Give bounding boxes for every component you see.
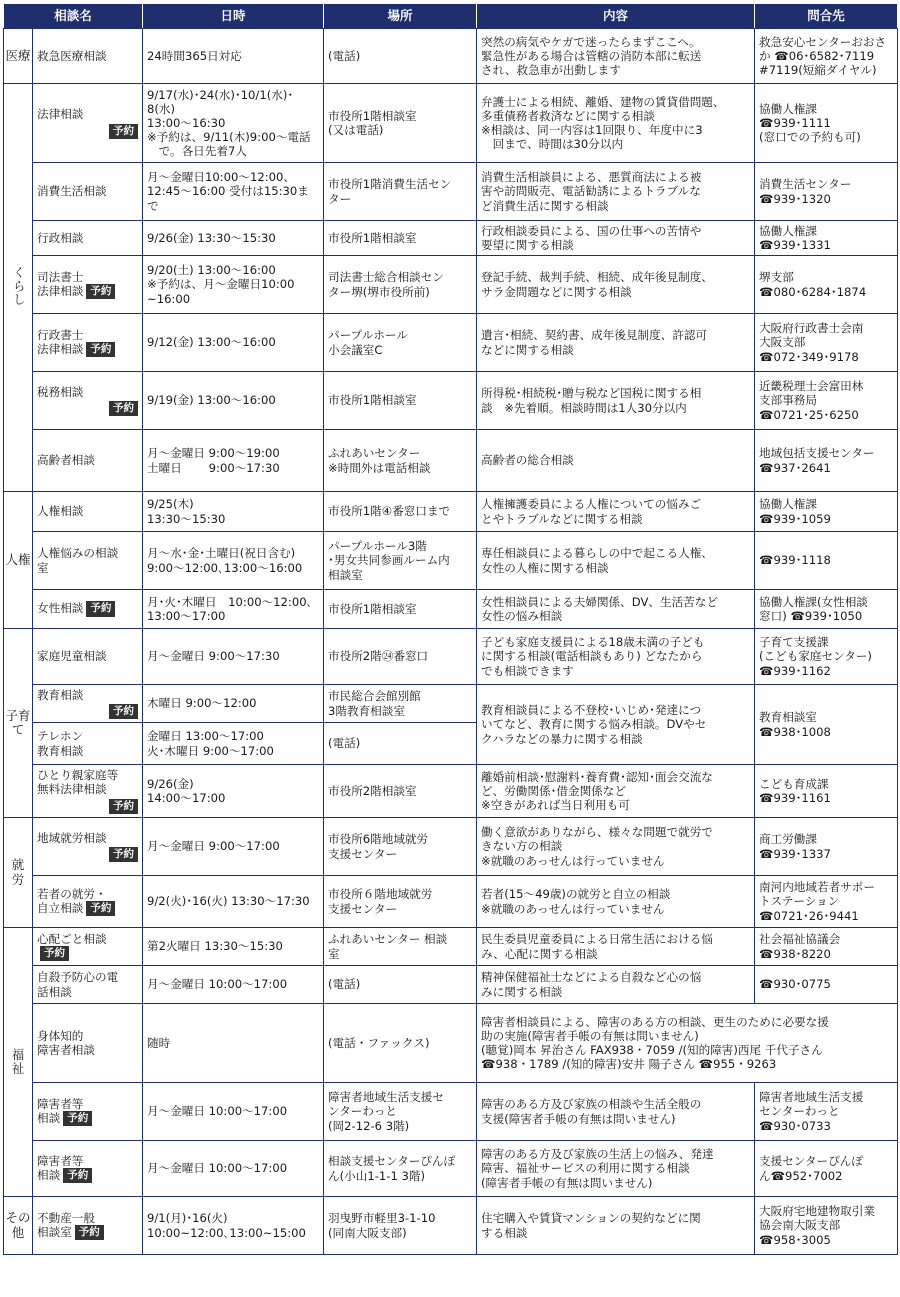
date-cell (143, 221, 324, 256)
reservation-badge: 予約 (86, 342, 115, 357)
place-text: 市役所1階相談室 (328, 393, 417, 408)
date-text: 木曜日 9:00～12:00 (147, 696, 257, 711)
consultation-name (33, 818, 143, 876)
table-row (4, 532, 898, 590)
consultation-name-text: 法律相談 (37, 107, 84, 122)
date-text: 9/17(水)･24(水)･10/1(水)･8(水) 13:00～16:30 ※予約は、9/11(木)9:00～電話 で。各日先着7人 (147, 87, 311, 159)
place-text: 障害者地域生活支援セ ンターわっと (岡2-12-6 3階) (328, 1090, 444, 1133)
table-row (4, 492, 898, 532)
content-text: 所得税･相続税･贈与税など国税に関する相 談 ※先着順。相談時間は1人30分以内 (481, 386, 702, 415)
reservation-badge: 予約 (75, 1225, 104, 1240)
table-row (4, 876, 898, 928)
content-cell (477, 765, 755, 818)
content-text: 高齢者の総合相談 (481, 453, 574, 468)
contact-cell (755, 590, 898, 629)
reservation-badge: 予約 (109, 704, 138, 719)
consultation-name-text: 行政書士 法律相談 (37, 327, 84, 357)
place-cell (324, 430, 477, 492)
category-cell (4, 928, 33, 1197)
place-text: 羽曳野市軽里3-1-10 (同南大阪支部) (328, 1211, 436, 1240)
table-row (4, 84, 898, 163)
place-text: ふれあいセンター ※時間外は電話相談 (328, 446, 431, 475)
contact-text: ☎939･1118 (759, 553, 831, 568)
date-cell (143, 1004, 324, 1083)
date-cell (143, 1141, 324, 1197)
reservation-badge-wrap (37, 846, 138, 862)
contact-text: 子育て支援課 (こども家庭センター) ☎939･1162 (759, 635, 872, 678)
date-cell (143, 629, 324, 685)
date-cell (143, 928, 324, 966)
contact-cell (755, 966, 898, 1004)
table-row (4, 928, 898, 966)
date-cell (143, 723, 324, 765)
consultation-name (33, 966, 143, 1004)
consultation-name (33, 629, 143, 685)
header-row (4, 4, 898, 29)
date-cell (143, 1197, 324, 1255)
contact-text: 教育相談室 ☎938･1008 (759, 710, 831, 739)
content-text: 弁護士による相続、離婚、建物の賃貸借問題、 多重債務者救済などに関する相談 ※相談は、同一内容は1回限り、年度中に3 回まで、時間は30分以内 (481, 94, 725, 152)
place-text: 市役所6階地域就労 支援センター (328, 832, 429, 861)
table-row (4, 1004, 898, 1083)
table-row (4, 372, 898, 430)
category-cell (4, 29, 33, 84)
contact-text: ☎930･0775 (759, 977, 831, 992)
consultation-name-text: 若者の就労・ 自立相談 (37, 886, 107, 916)
content-text: 精神保健福祉士などによる自殺など心の悩 みに関する相談 (481, 970, 702, 999)
place-cell (324, 966, 477, 1004)
table-row (4, 29, 898, 84)
header-content: 内容 (477, 4, 755, 29)
reservation-badge: 予約 (86, 901, 115, 916)
place-text: ふれあいセンター 相談 室 (328, 932, 448, 961)
consultation-name-text: 人権相談 (37, 504, 84, 519)
date-text: 9/1(月)･16(火) 10:00~12:00､13:00~15:00 (147, 1211, 306, 1240)
contact-cell (755, 163, 898, 221)
consultation-name (33, 372, 143, 430)
place-text: パープルホール 小会議室C (328, 328, 408, 357)
contact-text: 近畿税理士会富田林 支部事務局 ☎0721･25･6250 (759, 379, 864, 422)
category-label: その 他 (5, 1210, 31, 1240)
category-cell (4, 492, 33, 629)
reservation-badge-wrap (37, 400, 138, 416)
table-row (4, 314, 898, 372)
content-cell (477, 1083, 755, 1141)
category-label: くらし (11, 265, 27, 307)
content-text: 子ども家庭支援員による18歳未満の子ども に関する相談(電話相談もあり) どなたから でも相談できます (481, 635, 705, 678)
date-text: 月～金曜日 9:00～19:00 土曜日 9:00～17:30 (147, 446, 280, 475)
content-cell (477, 221, 755, 256)
content-cell (477, 430, 755, 492)
date-cell (143, 765, 324, 818)
place-cell (324, 1141, 477, 1197)
place-cell (324, 492, 477, 532)
table-row (4, 590, 898, 629)
contact-text: 消費生活センター ☎939･1320 (759, 177, 852, 206)
consultation-name (33, 723, 143, 765)
consultation-name (33, 256, 143, 314)
contact-text: 大阪府行政書士会南 大阪支部 ☎072･349･9178 (759, 321, 864, 364)
category-label: 福 祉 (11, 1046, 25, 1076)
header-category: 相談名 (4, 4, 143, 29)
contact-text: 救急安心センターおおさ か ☎06･6582･7119 #7119(短縮ダイヤル) (759, 34, 887, 78)
consultation-name (33, 1004, 143, 1083)
date-text: 月～金曜日 10:00～17:00 (147, 1104, 288, 1119)
place-cell (324, 314, 477, 372)
content-text: 障害のある方及び家族の生活上の悩み、発達 障害、福祉サービスの利用に関する相談 (障害者手帳の有無は問いません) (481, 1147, 714, 1190)
consultation-name-text: 女性相談 (37, 601, 84, 616)
place-cell (324, 685, 477, 723)
date-cell (143, 818, 324, 876)
content-text: 登記手続、裁判手続、相続、成年後見制度、 サラ金問題などに関する相談 (481, 270, 713, 299)
consultation-name-text: 消費生活相談 (37, 184, 107, 199)
header-contact: 問合先 (755, 4, 898, 29)
consultation-name-text: 障害者等 相談 (37, 1153, 84, 1183)
contact-cell (755, 818, 898, 876)
table-row (4, 765, 898, 818)
date-cell (143, 492, 324, 532)
place-text: 市役所６階地域就労 支援センター (328, 887, 433, 916)
category-cell (4, 1197, 33, 1255)
place-text: 市役所1階相談室 (328, 601, 417, 616)
category-label: 医療 (5, 48, 31, 64)
content-cell (477, 818, 755, 876)
table-row (4, 1141, 898, 1197)
contact-cell (755, 372, 898, 430)
consultation-name-text: 心配ごと相談 (37, 931, 107, 946)
place-text: 市役所1階相談室 (又は電話) (328, 108, 417, 137)
contact-text: 大阪府宅地建物取引業 協会南大阪支部 ☎958･3005 (759, 1204, 875, 1247)
content-text: 消費生活相談員による、悪質商法による被 害や訪問販売、電話勧誘によるトラブルな ど消費生活に関する相談 (481, 170, 702, 213)
place-cell (324, 1004, 477, 1083)
date-cell (143, 1083, 324, 1141)
place-cell (324, 163, 477, 221)
consultation-name (33, 1197, 143, 1255)
place-text: 市役所1階相談室 (328, 230, 417, 245)
table-row (4, 430, 898, 492)
content-text: 若者(15～49歳)の就労と自立の相談 ※就職のあっせんは行っていません (481, 887, 671, 916)
reservation-badge: 予約 (109, 124, 138, 139)
date-text: 金曜日 13:00～17:00 火･木曜日 9:00～17:00 (147, 729, 274, 758)
consultation-name (33, 1083, 143, 1141)
date-text: 9/26(金) 13:30～15:30 (147, 230, 276, 245)
contact-text: 地域包括支援センター ☎937･2641 (759, 446, 875, 475)
content-cell (477, 685, 755, 765)
consultation-name-text: 自殺予防心の電 話相談 (37, 970, 119, 999)
reservation-badge: 予約 (109, 401, 138, 416)
content-text: 離婚前相談･慰謝料･養育費･認知･面会交流な ど、労働関係･借金関係など ※空きがあれば当日利用も可 (481, 769, 713, 813)
place-cell (324, 818, 477, 876)
consultation-name (33, 928, 143, 966)
table-row (4, 1197, 898, 1255)
consultation-name-text: テレホン 教育相談 (37, 729, 84, 758)
date-text: 月～金曜日 10:00～17:00 (147, 977, 288, 992)
place-cell (324, 723, 477, 765)
content-cell (477, 372, 755, 430)
date-cell (143, 966, 324, 1004)
contact-text: 堺支部 ☎080･6284･1874 (759, 270, 867, 299)
consultation-name (33, 314, 143, 372)
content-text: 働く意欲がありながら、様々な問題で就労で きない方の相談 ※就職のあっせんは行っていません (481, 825, 713, 868)
category-label: 人権 (5, 552, 31, 568)
consultation-name-text: 身体知的 障害者相談 (37, 1028, 95, 1057)
consultation-name-text: ひとり親家庭等 無料法律相談 (37, 768, 119, 797)
place-text: (電話) (328, 977, 361, 992)
content-cell (477, 590, 755, 629)
contact-cell (755, 1141, 898, 1197)
content-cell (477, 928, 755, 966)
place-cell (324, 765, 477, 818)
consultation-name-text: 税務相談 (37, 384, 84, 399)
consultation-name (33, 221, 143, 256)
contact-cell (755, 430, 898, 492)
date-text: 月～金曜日 10:00～17:00 (147, 1161, 288, 1176)
table-row (4, 966, 898, 1004)
reservation-badge: 予約 (109, 847, 138, 862)
consultation-name-text: 教育相談 (37, 687, 84, 702)
date-cell (143, 256, 324, 314)
reservation-badge: 予約 (63, 1168, 92, 1183)
reservation-badge: 予約 (86, 601, 115, 616)
place-text: パープルホール3階 ･男女共同参画ルーム内 相談室 (328, 539, 450, 582)
consultation-name (33, 685, 143, 723)
category-cell (4, 629, 33, 818)
contact-cell (755, 492, 898, 532)
reservation-badge: 予約 (109, 799, 138, 814)
table-body (4, 29, 898, 1255)
date-cell (143, 84, 324, 163)
place-cell (324, 1083, 477, 1141)
consultation-name-text: 人権悩みの相談 室 (37, 546, 119, 575)
content-cell (477, 1004, 898, 1083)
content-cell (477, 314, 755, 372)
content-cell (477, 876, 755, 928)
date-text: 月～水･金･土曜日(祝日含む) 9:00～12:00､13:00～16:00 (147, 546, 303, 575)
date-text: 随時 (147, 1035, 171, 1050)
date-text: 第2火曜日 13:30～15:30 (147, 939, 283, 954)
content-text: 住宅購入や賃貸マンションの契約などに関 する相談 (481, 1211, 701, 1240)
consultation-name-text: 地域就労相談 (37, 830, 107, 845)
place-text: 相談支援センターぴんぽ ん(小山1-1-1 3階) (328, 1154, 456, 1183)
date-text: 9/25(木) 13:30～15:30 (147, 497, 226, 526)
category-cell (4, 84, 33, 492)
table-row (4, 256, 898, 314)
content-cell (477, 29, 755, 84)
place-cell (324, 221, 477, 256)
date-text: 月～金曜日 9:00～17:00 (147, 839, 280, 854)
content-text: 突然の病気やケガで迷ったらまずここへ。 緊急性がある場合は管轄の消防本部に転送 され、救急車が出動します (481, 34, 702, 78)
date-cell (143, 532, 324, 590)
content-cell (477, 966, 755, 1004)
table-row (4, 685, 898, 723)
content-text: 専任相談員による暮らしの中で起こる人権、 女性の人権に関する相談 (481, 546, 713, 575)
consultation-name (33, 1141, 143, 1197)
content-cell (477, 163, 755, 221)
reservation-badge: 予約 (40, 946, 69, 961)
content-cell (477, 1141, 755, 1197)
table-row (4, 818, 898, 876)
contact-cell (755, 221, 898, 256)
place-cell (324, 532, 477, 590)
contact-cell (755, 1197, 898, 1255)
date-cell (143, 685, 324, 723)
consultation-name (33, 492, 143, 532)
content-text: 教育相談員による不登校･いじめ･発達につ いてなど、教育に関する悩み相談。DVやセ クハラなどの暴力に関する相談 (481, 703, 707, 746)
date-cell (143, 314, 324, 372)
date-text: 9/20(土) 13:00～16:00 ※予約は、月～金曜日10:00 ~16:00 (147, 263, 295, 306)
content-text: 行政相談委員による、国の仕事への苦情や 要望に関する相談 (481, 223, 702, 252)
place-text: 司法書士総合相談セン ター堺(堺市役所前) (328, 270, 444, 299)
consultation-name (33, 29, 143, 84)
contact-cell (755, 876, 898, 928)
content-cell (477, 256, 755, 314)
content-text: 民生委員児童委員による日常生活における悩 み、心配に関する相談 (481, 932, 713, 961)
contact-cell (755, 256, 898, 314)
date-cell (143, 590, 324, 629)
place-cell (324, 372, 477, 430)
content-cell (477, 84, 755, 163)
table-row (4, 221, 898, 256)
place-cell (324, 256, 477, 314)
content-cell (477, 629, 755, 685)
place-cell (324, 629, 477, 685)
content-text: 人権擁護委員による人権についての悩みご とやトラブルなどに関する相談 (481, 497, 702, 526)
consultation-name (33, 876, 143, 928)
consultation-name-text: 障害者等 相談 (37, 1096, 84, 1126)
contact-text: 協働人権課 ☎939･1111 (窓口での予約も可) (759, 101, 861, 145)
header-place: 場所 (324, 4, 477, 29)
contact-cell (755, 1083, 898, 1141)
content-text: 遺言･相続、契約書、成年後見制度、許認可 などに関する相談 (481, 328, 708, 357)
date-cell (143, 430, 324, 492)
place-text: (電話) (328, 736, 361, 751)
consultation-name-text: 高齢者相談 (37, 453, 95, 468)
table-row (4, 629, 898, 685)
consultation-name (33, 163, 143, 221)
contact-text: こども育成課 ☎939･1161 (759, 776, 831, 805)
place-text: 市役所2階相談室 (328, 783, 417, 798)
date-text: 9/2(火)･16(火) 13:30～17:30 (147, 894, 310, 909)
date-text: 24時間365日対応 (147, 48, 242, 63)
date-text: 月～金曜日10:00～12:00、 12:45～16:00 受付は15:30まで (147, 170, 309, 213)
content-cell (477, 532, 755, 590)
place-text: (電話・ファックス) (328, 1035, 430, 1050)
place-text: 市民総合会館別館 3階教育相談室 (328, 689, 421, 718)
contact-text: 協働人権課 ☎939･1331 (759, 223, 831, 252)
consultation-table (3, 3, 898, 1255)
date-text: 月･火･木曜日 10:00～12:00､ 13:00～17:00 (147, 594, 313, 623)
consultation-name (33, 765, 143, 818)
contact-cell (755, 532, 898, 590)
consultation-name-text: 司法書士 法律相談 (37, 269, 84, 299)
contact-text: 社会福祉協議会 ☎938･8220 (759, 932, 841, 961)
contact-text: 商工労働課 ☎939･1337 (759, 832, 831, 861)
contact-cell (755, 928, 898, 966)
consultation-name (33, 430, 143, 492)
reservation-badge: 予約 (63, 1111, 92, 1126)
contact-text: 支援センターぴんぽ ん☎952･7002 (759, 1154, 863, 1183)
date-text: 9/12(金) 13:00～16:00 (147, 335, 276, 350)
contact-cell (755, 685, 898, 765)
place-cell (324, 84, 477, 163)
place-cell (324, 876, 477, 928)
consultation-name-text: 不動産一般 相談室 (37, 1210, 95, 1240)
date-cell (143, 29, 324, 84)
date-text: 9/19(金) 13:00～16:00 (147, 393, 276, 408)
place-text: 市役所1階④番窓口まで (328, 504, 451, 519)
date-cell (143, 372, 324, 430)
consultation-name-text: 家庭児童相談 (37, 649, 107, 664)
date-cell (143, 876, 324, 928)
contact-text: 障害者地域生活支援 センターわっと ☎930･0733 (759, 1090, 864, 1133)
category-label: 就 労 (11, 857, 25, 887)
reservation-badge-wrap (37, 123, 138, 139)
contact-text: 協働人権課(女性相談 窓口) ☎939･1050 (759, 594, 868, 623)
content-text: 障害のある方及び家族の相談や生活全般の 支援(障害者手帳の有無は問いません) (481, 1097, 702, 1126)
contact-cell (755, 84, 898, 163)
contact-cell (755, 29, 898, 84)
consultation-name-text: 行政相談 (37, 230, 84, 245)
place-cell (324, 928, 477, 966)
category-label: 子育て (5, 707, 31, 737)
table-row (4, 163, 898, 221)
content-cell (477, 1197, 755, 1255)
reservation-badge-wrap (37, 798, 138, 814)
header-date: 日時 (143, 4, 324, 29)
contact-text: 協働人権課 ☎939･1059 (759, 497, 831, 526)
contact-cell (755, 314, 898, 372)
content-cell (477, 492, 755, 532)
date-text: 月～金曜日 9:00～17:30 (147, 649, 280, 664)
consultation-name (33, 590, 143, 629)
place-text: (電話) (328, 48, 361, 63)
category-cell (4, 818, 33, 928)
consultation-name-text: 救急医療相談 (37, 48, 107, 63)
contact-cell (755, 629, 898, 685)
date-text: 9/26(金) 14:00～17:00 (147, 776, 226, 805)
contact-text: 南河内地域若者サポー トステーション ☎0721･26･9441 (759, 880, 875, 923)
consultation-name (33, 84, 143, 163)
content-text: 女性相談員による夫婦関係、DV、生活苦など 女性の悩み相談 (481, 594, 718, 623)
content-text: 障害者相談員による、障害のある方の相談、更生のために必要な援 助の実施(障害者手帳の有無は問いません) (聴覚)岡本 昇治さん FAX938・7059 /(知的障害)西尾 千代子さん ☎938・1789 /(知的障害)安井 陽子さん ☎955・9263 (481, 1014, 829, 1072)
place-text: 市役所1階消費生活セン ター (328, 177, 452, 206)
place-cell (324, 1197, 477, 1255)
reservation-badge: 予約 (86, 284, 115, 299)
consultation-name (33, 532, 143, 590)
place-text: 市役所2階㉔番窓口 (328, 649, 429, 664)
reservation-badge-wrap (37, 703, 138, 719)
place-cell (324, 29, 477, 84)
contact-cell (755, 765, 898, 818)
place-cell (324, 590, 477, 629)
date-cell (143, 163, 324, 221)
table-row (4, 1083, 898, 1141)
